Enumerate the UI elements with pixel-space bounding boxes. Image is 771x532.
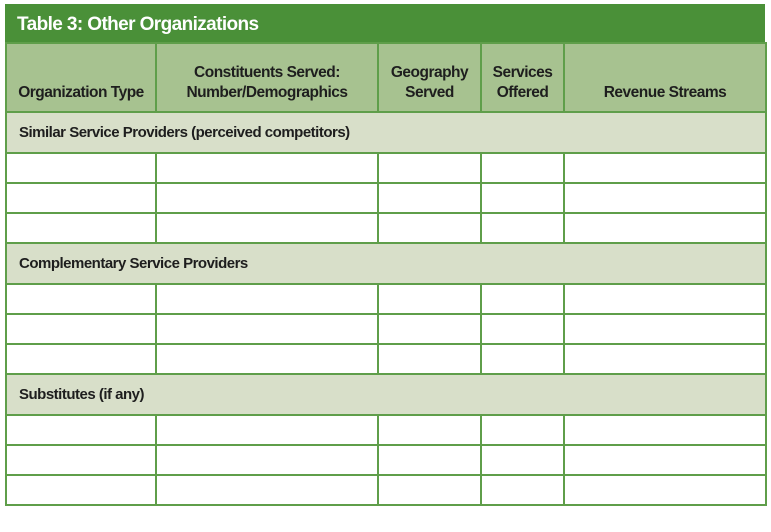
table-cell[interactable] — [378, 284, 481, 314]
col-revenue-streams: Revenue Streams — [564, 43, 766, 112]
table-cell[interactable] — [564, 284, 766, 314]
organizations-table-container — [5, 4, 765, 506]
table-cell[interactable] — [378, 213, 481, 243]
table-cell[interactable] — [156, 475, 378, 505]
table-cell[interactable] — [564, 153, 766, 183]
table-cell[interactable] — [481, 183, 564, 213]
col-constituents-served: Constituents Served: Number/Demographics — [156, 43, 378, 112]
table-row — [6, 213, 766, 243]
table-cell[interactable] — [156, 445, 378, 475]
table-row — [6, 314, 766, 344]
table-cell[interactable] — [481, 284, 564, 314]
table-cell[interactable] — [6, 314, 156, 344]
table-cell[interactable] — [564, 475, 766, 505]
table-cell[interactable] — [156, 314, 378, 344]
table-cell[interactable] — [6, 344, 156, 374]
section-similar-providers: Similar Service Providers (perceived competitors) — [6, 112, 766, 153]
table-row — [6, 445, 766, 475]
table-cell[interactable] — [564, 213, 766, 243]
header-row — [6, 43, 766, 112]
table-cell[interactable] — [481, 445, 564, 475]
col-geography-served: Geography Served — [378, 43, 481, 112]
col-organization-type: Organization Type — [6, 43, 156, 112]
col-services-offered: Services Offered — [481, 43, 564, 112]
table-row — [6, 475, 766, 505]
table-cell[interactable] — [564, 445, 766, 475]
table-cell[interactable] — [378, 314, 481, 344]
table-cell[interactable] — [6, 183, 156, 213]
table-cell[interactable] — [6, 153, 156, 183]
table-title: Table 3: Other Organizations — [5, 4, 765, 42]
table-row — [6, 415, 766, 445]
table-cell[interactable] — [156, 415, 378, 445]
table-cell[interactable] — [156, 284, 378, 314]
table-cell[interactable] — [6, 284, 156, 314]
table-cell[interactable] — [156, 183, 378, 213]
table-cell[interactable] — [564, 344, 766, 374]
table-cell[interactable] — [481, 153, 564, 183]
table-cell[interactable] — [481, 314, 564, 344]
table-cell[interactable] — [481, 475, 564, 505]
table-cell[interactable] — [378, 475, 481, 505]
table-row — [6, 284, 766, 314]
table-cell[interactable] — [378, 153, 481, 183]
table-row — [6, 153, 766, 183]
organizations-table — [5, 42, 767, 506]
table-cell[interactable] — [6, 415, 156, 445]
table-cell[interactable] — [378, 344, 481, 374]
table-cell[interactable] — [156, 344, 378, 374]
table-cell[interactable] — [156, 153, 378, 183]
table-cell[interactable] — [6, 445, 156, 475]
table-cell[interactable] — [564, 183, 766, 213]
table-row — [6, 344, 766, 374]
table-cell[interactable] — [378, 415, 481, 445]
table-cell[interactable] — [481, 213, 564, 243]
section-complementary-providers: Complementary Service Providers — [6, 243, 766, 284]
table-cell[interactable] — [564, 314, 766, 344]
table-cell[interactable] — [156, 213, 378, 243]
table-row — [6, 183, 766, 213]
table-cell[interactable] — [378, 183, 481, 213]
table-cell[interactable] — [378, 445, 481, 475]
table-cell[interactable] — [481, 344, 564, 374]
table-cell[interactable] — [481, 415, 564, 445]
table-cell[interactable] — [564, 415, 766, 445]
table-cell[interactable] — [6, 213, 156, 243]
section-substitutes: Substitutes (if any) — [6, 374, 766, 415]
table-cell[interactable] — [6, 475, 156, 505]
